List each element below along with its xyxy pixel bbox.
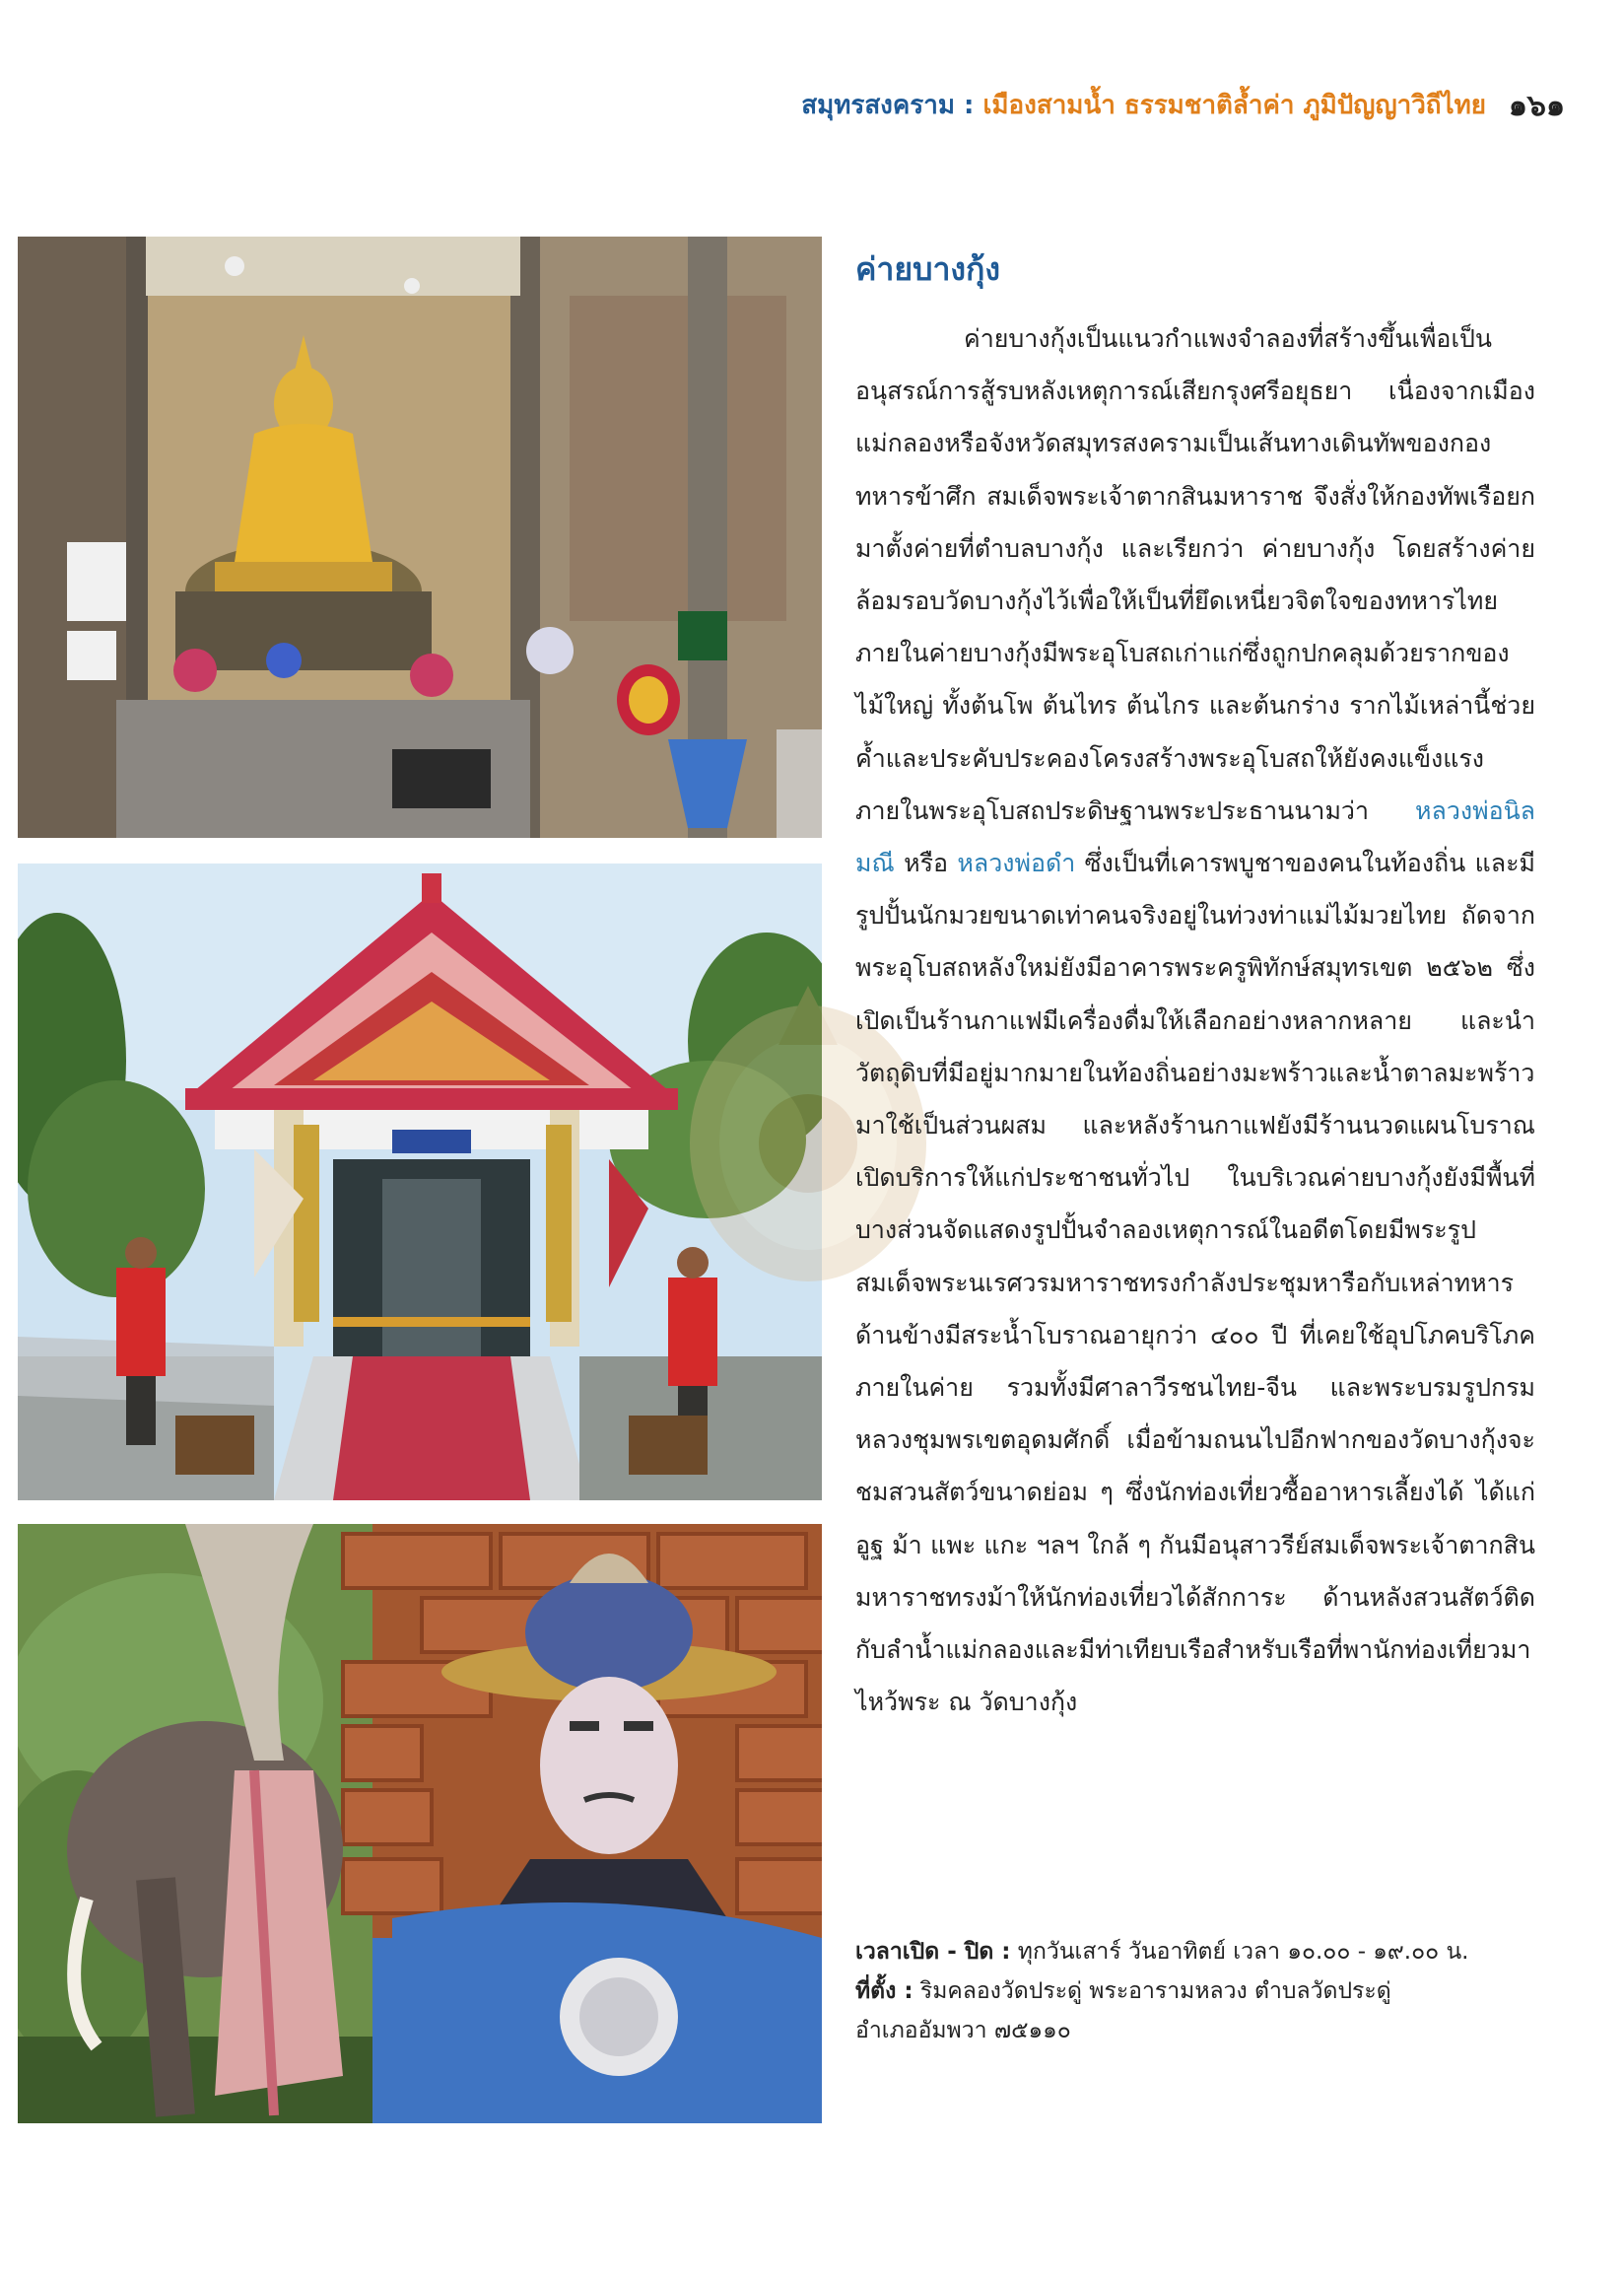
location-line-2: อำเภออัมพวา ๗๕๑๑๐ xyxy=(855,2018,1071,2043)
article-title: ค่ายบางกุ้ง xyxy=(855,250,1001,288)
visitor-info xyxy=(855,1932,1565,2050)
opening-hours-value: ทุกวันเสาร์ วันอาทิตย์ เวลา ๑๐.๐๐ - ๑๙.๐๐ น. xyxy=(1010,1939,1469,1965)
running-title-province: สมุทรสงคราม xyxy=(801,91,955,120)
highlight-luang-pho-nilmani: หลวงพ่อนิลมณี xyxy=(855,795,1535,878)
location xyxy=(855,1971,1565,2011)
article xyxy=(855,244,1535,1728)
article-body-part-a: ค่ายบางกุ้งเป็นแนวกำแพงจำลองที่สร้างขึ้นเพื่อเป็นอนุสรณ์การสู้รบหลังเหตุการณ์เสียกรุงศรีอยุธยา เนื่องจากเมืองแม่กลองหรือจังหวัดสมุทรสงครามเป็นเส้นทางเดินทัพของกองทหารข้าศึก สมเด็จพระเจ้าตากสินมหาราช จึงสั่งให้กองทัพเรือยกมาตั้งค่ายที่ตำบลบางกุ้ง และเรียกว่า ค่ายบางกุ้ง โดยสร้างค่ายล้อมรอบวัดบางกุ้งไว้เพื่อให้เป็นที่ยึดเหนี่ยวจิตใจของทหารไทย ภายในค่ายบางกุ้งมีพระอุโบสถเก่าแก่ซึ่งถูกปกคลุมด้วยรากของไม้ใหญ่ ทั้งต้นโพ ต้นไทร ต้นไกร และต้นกร่าง รากไม้เหล่านี้ช่วยค้ำและประคับประคองโครงสร้างพระอุโบสถให้ยังคงแข็งแรง ภายในพระอุโบสถประดิษฐานพระประธานนามว่า xyxy=(855,324,1535,825)
running-title-subtitle: เมืองสามน้ำ ธรรมชาติล้ำค่า ภูมิปัญญาวิถีไทย xyxy=(982,91,1486,120)
opening-hours xyxy=(855,1932,1565,1971)
article-body xyxy=(855,312,1535,1728)
photo-soldier-statue xyxy=(18,1524,822,2123)
article-body-part-c: ซึ่งเป็นที่เคารพบูชาของคนในท้องถิ่น และมีรูปปั้นนักมวยขนาดเท่าคนจริงอยู่ในท่วงท่าแม่ไม้มวยไทย ถัดจากพระอุโบสถหลังใหม่ยังมีอาคารพระครูพิทักษ์สมุทรเขต ๒๕๖๒ ซึ่งเปิดเป็นร้านกาแฟมีเครื่องดื่มให้เลือกอย่างหลากหลาย และนำวัตถุดิบที่มีอยู่มากมายในท้องถิ่นอย่างมะพร้าวและน้ำตาลมะพร้าวมาใช้เป็นส่วนผสม และหลังร้านกาแฟยังมีร้านนวดแผนโบราณเปิดบริการให้แก่ประชาชนทั่วไป ในบริเวณค่ายบางกุ้งยังมีพื้นที่บางส่วนจัดแสดงรูปปั้นจำลองเหตุการณ์ในอดีตโดยมีพระรูปสมเด็จพระนเรศวรมหาราชทรงกำลังประชุมหารือกับเหล่าทหาร ด้านข้างมีสระน้ำโบราณอายุกว่า ๔๐๐ ปี ที่เคยใช้อุปโภคบริโภคภายในค่าย รวมทั้งมีศาลาวีรชนไทย-จีน และพระบรมรูปกรมหลวงชุมพรเขตอุดมศักดิ์ เมื่อข้ามถนนไปอีกฟากของวัดบางกุ้งจะชมสวนสัตว์ขนาดย่อม ๆ ซึ่งนักท่องเที่ยวซื้ออาหารเลี้ยงได้ ได้แก่ อูฐ ม้า แพะ แกะ ฯลฯ ใกล้ ๆ กันมีอนุสาวรีย์สมเด็จพระเจ้าตากสินมหาราชทรงม้าให้นักท่องเที่ยวได้สักการะ ด้านหลังสวนสัตว์ติดกับลำน้ำแม่กลองและมีท่าเทียบเรือสำหรับเรือที่พานักท่องเที่ยวมาไหว้พระ ณ วัดบางกุ้ง xyxy=(855,849,1535,1717)
page-number: ๑๖๑ xyxy=(1508,89,1565,123)
location-value: ริมคลองวัดประดู่ พระอารามหลวง ตำบลวัดประดู่ xyxy=(913,1978,1391,2004)
photo-shrine-building xyxy=(18,864,822,1500)
opening-hours-label: เวลาเปิด - ปิด : xyxy=(855,1939,1011,1965)
running-title-separator: : xyxy=(954,91,983,120)
page-header xyxy=(0,85,1624,134)
running-title xyxy=(801,85,1486,125)
photo-buddha-chapel xyxy=(18,237,822,838)
highlight-luang-pho-dam: หลวงพ่อดำ xyxy=(957,849,1076,878)
article-body-part-b: หรือ xyxy=(894,849,958,878)
location-label: ที่ตั้ง : xyxy=(855,1978,914,2004)
